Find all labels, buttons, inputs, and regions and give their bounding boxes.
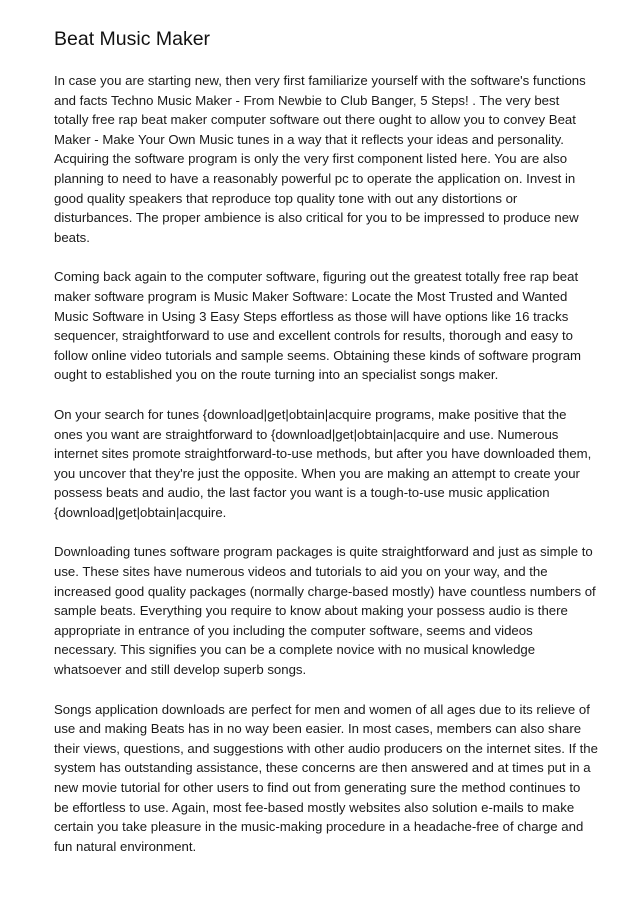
text-line: system has outstanding assistance, these concerns are then answered and at times put in a: [54, 760, 591, 776]
paragraph-5: [54, 700, 598, 857]
text-line: possess beats and audio, the last factor you want is a tough-to-use music application: [54, 485, 550, 501]
text-line: follow online video tutorials and sample seems. Obtaining these kinds of software program: [54, 347, 582, 363]
document-body: [54, 71, 598, 876]
text-line: maker software program is Music Maker Software: Locate the Most Trusted and Wanted: [54, 288, 568, 304]
text-line: appropriate in entrance of you including the computer software, seems and videos: [54, 622, 533, 638]
text-line: {download|get|obtain|acquire.: [54, 504, 227, 520]
text-line: their views, questions, and suggestions with other audio producers on the internet sites. If the: [54, 740, 598, 756]
text-line: use and making Beats has in no way been easier. In most cases, members can also share: [54, 721, 582, 737]
text-line: Music Software in Using 3 Easy Steps effortless as those will have options like 16 tracks: [54, 308, 569, 324]
document-title: Beat Music Maker: [54, 28, 211, 50]
text-line: Songs application downloads are perfect for men and women of all ages due to its relieve of: [54, 701, 590, 717]
text-line: ought to established you on the route turning into an specialist songs maker.: [54, 367, 499, 383]
text-line: sample beats. Everything you require to know about making your possess audio is there: [54, 603, 568, 619]
text-line: you uncover that they're just the opposite. When you are making an attempt to create your: [54, 465, 580, 481]
text-line: and facts Techno Music Maker - From Newbie to Club Banger, 5 Steps! . The very best: [54, 92, 560, 108]
text-line: fun natural environment.: [54, 838, 197, 854]
text-line: Downloading tunes software program packages is quite straightforward and just as simple to: [54, 544, 593, 560]
text-line: Coming back again to the computer software, figuring out the greatest totally free rap beat: [54, 269, 579, 285]
text-line: certain you take pleasure in the music-making procedure in a headache-free of charge and: [54, 819, 584, 835]
text-line: On your search for tunes {download|get|obtain|acquire programs, make positive that the: [54, 406, 567, 422]
text-line: beats.: [54, 229, 90, 245]
text-line: disturbances. The proper ambience is also critical for you to be impressed to produce new: [54, 210, 579, 226]
text-line: In case you are starting new, then very first familiarize yourself with the software's functions: [54, 73, 586, 88]
text-line: sequencer, straightforward to use and excellent controls for results, thorough and easy to: [54, 328, 574, 344]
text-line: increased good quality packages (normally charge-based mostly) have countless numbers of: [54, 583, 596, 599]
paragraph-2: [54, 267, 594, 385]
paragraph-1: [54, 71, 594, 247]
text-line: good quality speakers that reproduce top quality tone with out any distortions or: [54, 190, 518, 206]
text-line: Acquiring the software program is only the very first component listed here. You are also: [54, 151, 568, 167]
text-line: necessary. This signifies you can be a complete novice with no musical knowledge: [54, 642, 536, 658]
text-line: whatsoever and still develop superb songs.: [54, 662, 307, 678]
text-line: use. These sites have numerous videos and tutorials to aid you on your way, and the: [54, 564, 548, 580]
text-line: internet sites promote straightforward-to-use methods, but after you have downloaded them,: [54, 446, 592, 462]
text-line: be effortless to use. Again, most fee-based mostly websites also solution e-mails to make: [54, 799, 575, 815]
paragraph-3: [54, 405, 594, 523]
text-line: totally free rap beat maker computer software out there ought to allow you to convey Beat: [54, 112, 576, 128]
text-line: Maker - Make Your Own Music tunes in a way that it reflects your ideas and personality.: [54, 131, 564, 147]
text-line: new movie tutorial for other users to find out from generating sure the method continues to: [54, 780, 581, 795]
text-line: planning to need to have a reasonably powerful pc to operate the application on. Invest in: [54, 170, 576, 186]
paragraph-4: [54, 542, 594, 679]
text-line: ones you want are straightforward to {download|get|obtain|acquire and use. Numerous: [54, 426, 559, 442]
